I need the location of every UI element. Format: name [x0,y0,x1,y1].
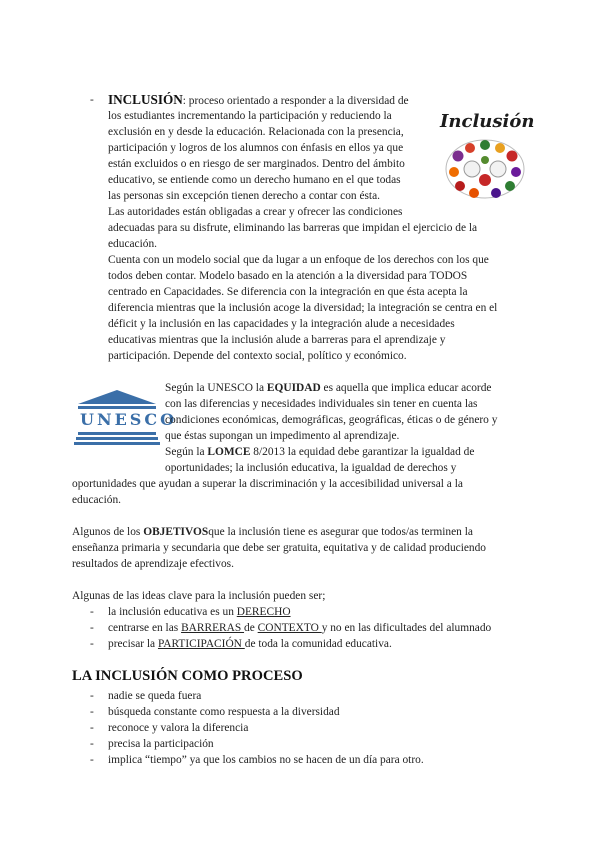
text-line: Las autoridades están obligadas a crear y ofrecer las condiciones [108,206,403,218]
text-line: oportunidades; la inclusión educativa, la igualdad de derechos y [165,462,457,474]
underlined-term: PARTICIPACIÓN [157,638,245,650]
text-run: Algunos de los [72,526,144,538]
bullet-dash: - [90,690,94,702]
bullet-dash: - [90,638,94,650]
text-line: educativo, se entiende como un derecho humano en el que todas [108,174,401,186]
text-line: déficit y la inclusión en las capacidades y la integración alude a necesidades [108,318,455,330]
text-line: condiciones económicas, demográficas, geográficas, éticas o de género y [165,414,498,426]
text-line: todos deben contar. Modelo basado en la atención a la diversidad para TODOS [108,270,468,282]
text-run: y no en las dificultades del alumnado [321,622,492,634]
text-line: las personas sin excepción tienen derecho a contar con ésta. [108,190,380,202]
underlined-term: DERECHO [236,606,291,618]
bullet-dash: - [90,706,94,718]
unesco-logo [74,388,177,448]
text-line: exclusión en y desde la educación. Relacionada con la presencia, [108,126,404,138]
text-line: participación y logros de los alumnos con énfasis en ellos ya que [108,142,404,154]
inclusion-logo-title: Inclusión [440,111,535,132]
process-item: búsqueda constante como respuesta a la diversidad [108,706,340,718]
bullet-dash: - [90,94,94,106]
key-idea-item [108,636,392,652]
text-run: la inclusión educativa es un [108,606,237,618]
process-item: reconoce y valora la diferencia [108,722,249,734]
text-line: participación. Depende del contexto social, político y económico. [108,350,407,362]
text-run: que la inclusión tiene es asegurar que todos/as terminen la [208,526,473,538]
inclusion-definition-first-line [108,92,409,109]
inclusion-figures-icon [444,136,526,200]
bullet-dash: - [90,754,94,766]
process-item: precisa la participación [108,738,214,750]
text-line: Cuenta con un modelo social que da lugar a un enfoque de los derechos con los que [108,254,489,266]
unesco-logo-text: UNESCO [80,410,177,429]
text-run: es aquella que implica educar acorde [320,382,492,394]
text-line: enseñanza primaria y secundaria que debe ser gratuita, equitativa y de calidad produciendo [72,542,486,554]
underlined-term: CONTEXTO [257,622,322,634]
text-run: precisar la [108,638,158,650]
key-idea-item [108,620,491,636]
text-line: que éstas supongan un impedimento al aprendizaje. [165,430,400,442]
text-line: adecuadas para su disfrute, eliminando las barreras que impidan el ejercicio de la [108,222,478,234]
text-line: con las diferencias y necesidades individuales sin tener en cuenta las [165,398,478,410]
key-ideas-intro: Algunas de las ideas clave para la inclusión pueden ser; [72,590,326,602]
process-item: nadie se queda fuera [108,690,202,702]
objectives-term: OBJETIVOS [143,526,209,538]
inclusion-term: INCLUSIÓN [108,92,183,107]
process-item: implica “tiempo” ya que los cambios no se hacen de un día para otro. [108,754,424,766]
objectives-line-1 [72,524,473,540]
bullet-dash: - [90,738,94,750]
text-line: educativas mientras que la inclusión alude a barreras para el aprendizaje y [108,334,446,346]
text-run: de toda la comunidad educativa. [244,638,392,650]
bullet-dash: - [90,722,94,734]
text-run: 8/2013 la equidad debe garantizar la igualdad de [250,446,475,458]
text-run: Según la [165,446,208,458]
text-line: educación. [72,494,122,506]
text-line: centrado en Capacidades. Se diferencia con la integración en que ésta acepta la [108,286,468,298]
text-line: oportunidades que ayudan a superar la discriminación y la accesibilidad universal a la [72,478,463,490]
lomce-term: LOMCE [207,446,251,458]
bullet-dash: - [90,606,94,618]
text-line: diferencia mientras que la inclusión acoge la diversidad; la integración se centra en el [108,302,498,314]
text-run: Según la UNESCO la [165,382,267,394]
inclusion-definition-start: : proceso orientado a responder a la diversidad de [182,95,409,107]
key-idea-item [108,604,291,620]
underlined-term: BARRERAS [181,622,245,634]
equity-line-1 [165,380,491,396]
equity-term: EQUIDAD [266,382,321,394]
lomce-line [165,444,474,460]
text-line: están excluidos o en riesgo de ser marginados. Dentro del ámbito [108,158,405,170]
text-run: centrarse en las [108,622,182,634]
text-line: educación. [108,238,158,250]
bullet-dash: - [90,622,94,634]
text-line: los estudiantes incrementando la participación y reduciendo la [108,110,392,122]
inclusion-logo [436,110,536,202]
process-heading: LA INCLUSIÓN COMO PROCESO [72,668,303,684]
text-run: de [244,622,258,634]
text-line: resultados de aprendizaje efectivos. [72,558,234,570]
